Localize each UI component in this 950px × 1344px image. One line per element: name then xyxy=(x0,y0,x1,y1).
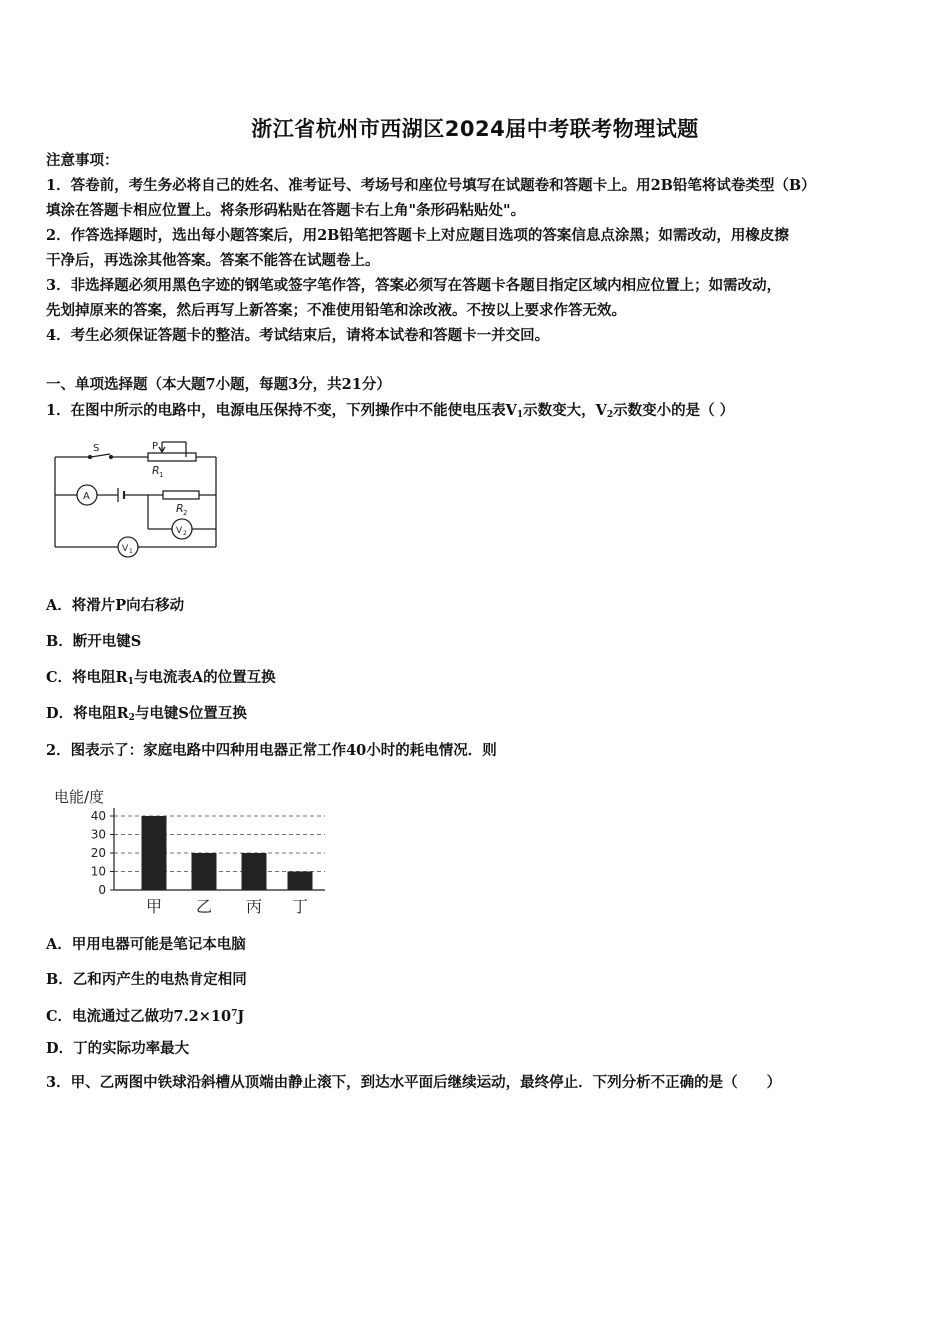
r1-sub: 1 xyxy=(159,471,164,479)
q1-option-c-text: C．将电阻R xyxy=(46,669,128,686)
q1-option-d[interactable] xyxy=(46,704,247,728)
y-tick-label: 20 xyxy=(90,846,106,860)
y-tick-label: 0 xyxy=(98,883,106,897)
q1-stem-part: 示数变小的是（ ） xyxy=(613,402,735,419)
question-2-stem: 2．图表示了：家庭电路中四种用电器正常工作40小时的耗电情况．则 xyxy=(46,742,497,759)
energy-bar-chart xyxy=(50,780,340,920)
x-tick-label: 乙 xyxy=(195,897,213,916)
q1-option-b[interactable]: B．断开电键S xyxy=(46,633,142,650)
q1-stem-part: 1．在图中所示的电路中，电源电压保持不变，下列操作中不能使电压表V xyxy=(46,402,517,419)
q1-sub: 2 xyxy=(606,410,614,420)
x-tick-label: 甲 xyxy=(145,897,163,916)
q1-option-d-sub: 2 xyxy=(128,713,135,723)
r2-sub: 2 xyxy=(183,509,188,517)
chart-ylabel: 电能/度 xyxy=(54,788,105,806)
q1-sub: 1 xyxy=(516,410,524,420)
ammeter-label: A xyxy=(83,491,90,502)
q1-option-c-sub: 1 xyxy=(127,677,134,687)
v2-sub: 2 xyxy=(183,530,187,537)
q2-option-c-sup: 7 xyxy=(231,1009,238,1019)
q2-option-c[interactable] xyxy=(46,1004,244,1027)
q1-option-d-text: 与电键S位置互换 xyxy=(134,705,247,722)
notes-heading: 注意事项： xyxy=(46,152,119,169)
y-tick-label: 40 xyxy=(90,809,106,823)
bar-0 xyxy=(142,816,167,890)
v2-label: V xyxy=(176,526,183,536)
v1-sub: 1 xyxy=(129,548,133,555)
note-2a: 2．作答选择题时，选出每小题答案后，用2B铅笔把答题卡上对应题目选项的答案信息点涂黑；如需改动，用橡皮擦 xyxy=(46,227,789,244)
question-1-stem xyxy=(46,401,906,425)
bar-3 xyxy=(288,872,313,891)
q2-option-a[interactable]: A．甲用电器可能是笔记本电脑 xyxy=(46,936,246,953)
y-tick-label: 30 xyxy=(90,827,106,842)
note-3b: 先划掉原来的答案，然后再写上新答案；不准使用铅笔和涂改液。不按以上要求作答无效。 xyxy=(46,302,626,319)
r2-label: R xyxy=(176,502,184,515)
note-1b: 填涂在答题卡相应位置上。将条形码粘贴在答题卡右上角"条形码粘贴处"。 xyxy=(46,202,526,219)
bar-1 xyxy=(192,853,217,890)
q2-option-b[interactable]: B．乙和丙产生的电热肯定相同 xyxy=(46,971,247,988)
slider-label: P xyxy=(152,441,159,452)
q1-option-c[interactable] xyxy=(46,668,276,692)
section-heading: 一、单项选择题（本大题7小题，每题3分，共21分） xyxy=(46,376,391,393)
q1-stem-part: 示数变大，V xyxy=(523,402,607,419)
q2-option-c-text: C．电流通过乙做功7.2×10 xyxy=(46,1008,232,1025)
note-3a: 3．非选择题必须用黑色字迹的钢笔或签字笔作答，答案必须写在答题卡各题目指定区域内相应位置上；如需改动， xyxy=(46,277,782,294)
x-tick-label: 丙 xyxy=(245,897,263,916)
circuit-diagram xyxy=(46,432,236,562)
q1-option-d-text: D．将电阻R xyxy=(46,705,129,722)
v1-label: V xyxy=(122,544,129,554)
question-3-stem: 3．甲、乙两图中铁球沿斜槽从顶端由静止滚下，到达水平面后继续运动，最终停止．下列分析不正确的是（ ） xyxy=(46,1074,782,1091)
q1-option-c-text: 与电流表A的位置互换 xyxy=(133,669,276,686)
r1-label: R xyxy=(152,464,160,477)
q2-option-c-text: J xyxy=(237,1008,245,1025)
note-1a: 1．答卷前，考生务必将自己的姓名、准考证号、考场号和座位号填写在试题卷和答题卡上。用2B铅笔将试卷类型（B） xyxy=(46,177,816,194)
q2-option-d[interactable]: D．丁的实际功率最大 xyxy=(46,1040,190,1057)
x-tick-label: 丁 xyxy=(291,897,309,916)
q1-option-a[interactable]: A．将滑片P向右移动 xyxy=(46,597,185,614)
note-4: 4．考生必须保证答题卡的整洁。考试结束后，请将本试卷和答题卡一并交回。 xyxy=(46,327,550,344)
y-tick-label: 10 xyxy=(90,864,106,879)
page-title: 浙江省杭州市西湖区2024届中考联考物理试题 xyxy=(251,117,699,141)
bar-2 xyxy=(242,853,267,890)
switch-label: S xyxy=(93,443,100,454)
note-2b: 干净后，再选涂其他答案。答案不能答在试题卷上。 xyxy=(46,252,380,269)
